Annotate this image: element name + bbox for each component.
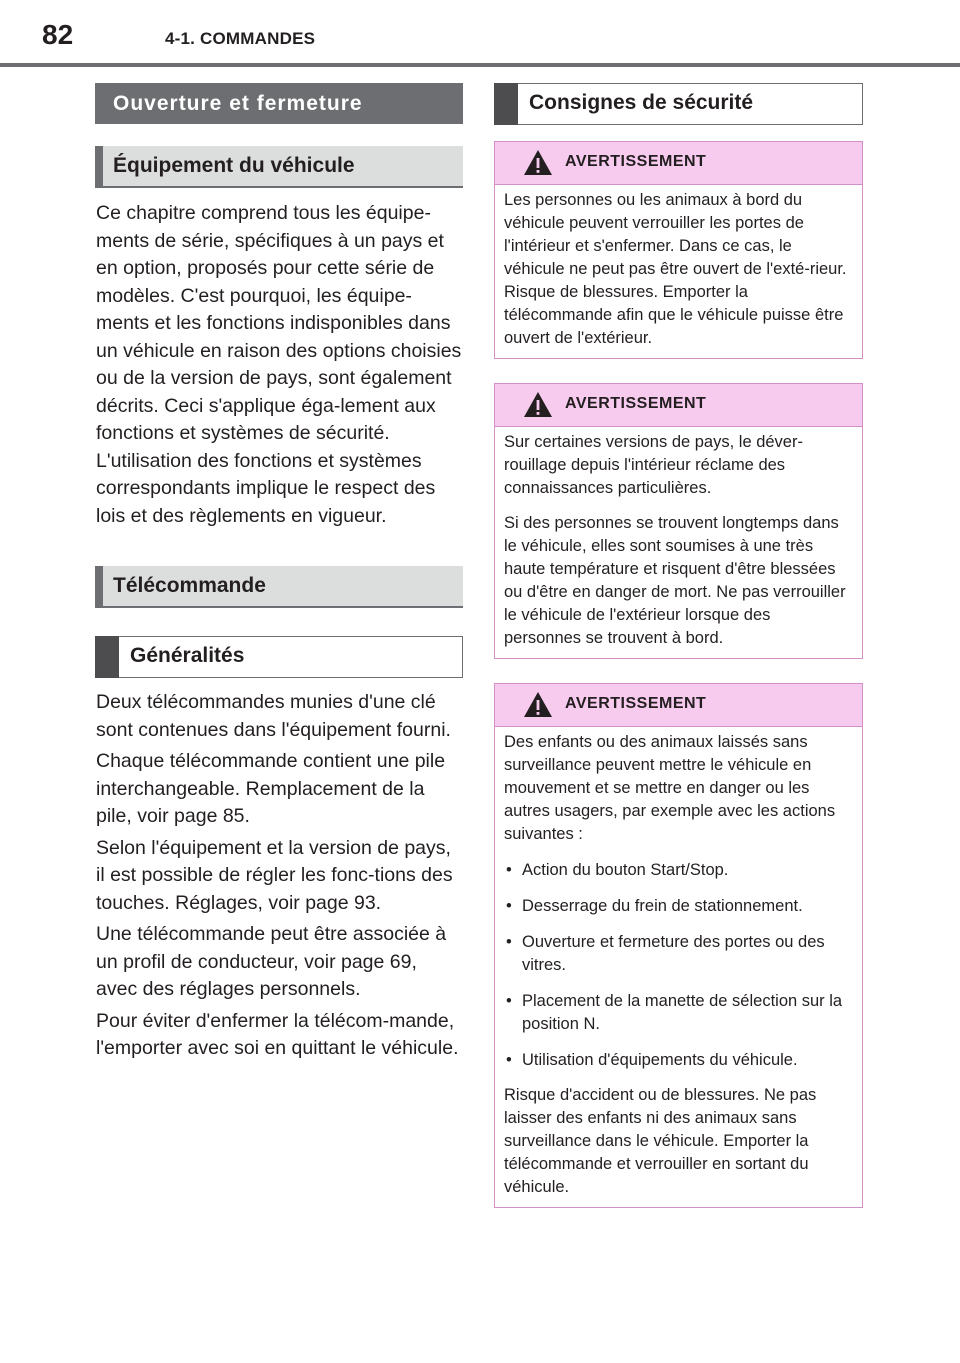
warning-box — [494, 383, 863, 659]
header-divider — [0, 63, 960, 67]
body-paragraph: Selon l'équipement et la version de pays, il est possible de régler les fonc-tions des touches. Réglages, voir page 93. — [96, 836, 453, 914]
warning-body — [495, 185, 862, 358]
body-paragraph: Une télécommande peut être associée à un profil de conducteur, voir page 69, avec des réglages personnels. — [96, 923, 447, 1000]
warning-header — [495, 684, 862, 727]
warning-text: Les personnes ou les animaux à bord du véhicule peuvent verrouiller les portes de l'intérieur et s'enfermer. Dans ce cas, le véhicule ne peut pas être ouvert de l'exté-rieur. Risque de blessures. Emporter la télécommande afin que le véhicule puisse être ouvert de l'extérieur. — [504, 191, 847, 347]
warning-body — [495, 727, 862, 1207]
general-heading — [95, 636, 463, 678]
warning-bullet: • Placement de la manette de sélection sur la position N. — [504, 990, 850, 1036]
safety-heading — [494, 83, 863, 125]
general-heading-text: Généralités — [130, 644, 245, 667]
warning-bullet: • Action du bouton Start/Stop. — [504, 859, 850, 882]
equipment-heading — [95, 146, 463, 188]
warning-triangle-icon — [523, 691, 553, 718]
remote-heading — [95, 566, 463, 608]
body-paragraph: Pour éviter d'enfermer la télécom-mande, l'emporter avec soi en quittant le véhicule. — [96, 1009, 459, 1059]
warning-bullet: • Desserrage du frein de stationnement. — [504, 895, 850, 918]
warning-box — [494, 141, 863, 359]
warning-box — [494, 683, 863, 1208]
warning-bullet: • Utilisation d'équipements du véhicule. — [504, 1049, 850, 1072]
section-reference: 4-1. COMMANDES — [165, 29, 316, 48]
body-paragraph: Deux télécommandes munies d'une clé sont contenues dans l'équipement fourni. — [96, 691, 451, 741]
left-column — [95, 83, 463, 1063]
equipment-heading-text: Équipement du véhicule — [113, 154, 355, 177]
body-paragraph: Chaque télécommande contient une pile interchangeable. Remplacement de la pile, voir page 85. — [96, 750, 446, 827]
page-header — [0, 0, 960, 68]
warning-text: Si des personnes se trouvent longtemps dans le véhicule, elles sont soumises à une très haute température et risquent d'être blessées ou d'être en danger de mort. Ne pas verrouiller le véhicule de l'extérieur lorsque des personnes se trouvent à bord. — [504, 514, 846, 647]
warning-label: AVERTISSEMENT — [565, 695, 707, 712]
warning-text: Des enfants ou des animaux laissés sans surveillance peuvent mettre le véhicule en mouvement et se mettre en danger ou les autres usagers, par exemple avec les actions suivantes : — [504, 733, 836, 843]
remote-heading-text: Télécommande — [113, 574, 266, 597]
warning-label: AVERTISSEMENT — [565, 153, 707, 170]
warning-triangle-icon — [523, 391, 553, 418]
warning-body — [495, 427, 862, 658]
equipment-paragraph: Ce chapitre comprend tous les équipe-ments de série, spécifiques à un pays et en option, proposés pour cette série de modèles. C'est pourquoi, les équipe-ments et les fonctions indisponibles dans un véhicule en raison des options choisies ou de la version de pays, sont également décrits. Ceci s'applique éga-lement aux fonctions et systèmes de sécurité. L'utilisation des fonctions et systèmes correspondants implique le respect des lois et des règlements en vigueur. — [96, 202, 462, 527]
warning-label: AVERTISSEMENT — [565, 395, 707, 412]
safety-heading-text: Consignes de sécurité — [529, 91, 754, 114]
page-number: 82 — [42, 19, 74, 50]
warning-bullet: • Ouverture et fermeture des portes ou des vitres. — [504, 931, 850, 977]
warning-text: Risque d'accident ou de blessures. Ne pas laisser des enfants ni des animaux sans surveillance dans le véhicule. Emporter la télécommande et verrouiller en sortant du véhicule. — [504, 1086, 817, 1196]
warning-text: Sur certaines versions de pays, le déver-rouillage depuis l'intérieur réclame des connaissances particulières. — [504, 433, 803, 497]
section-title: Ouverture et fermeture — [95, 83, 463, 124]
warning-triangle-icon — [523, 149, 553, 176]
warning-header — [495, 384, 862, 427]
warning-header — [495, 142, 862, 185]
right-column — [494, 83, 863, 1208]
